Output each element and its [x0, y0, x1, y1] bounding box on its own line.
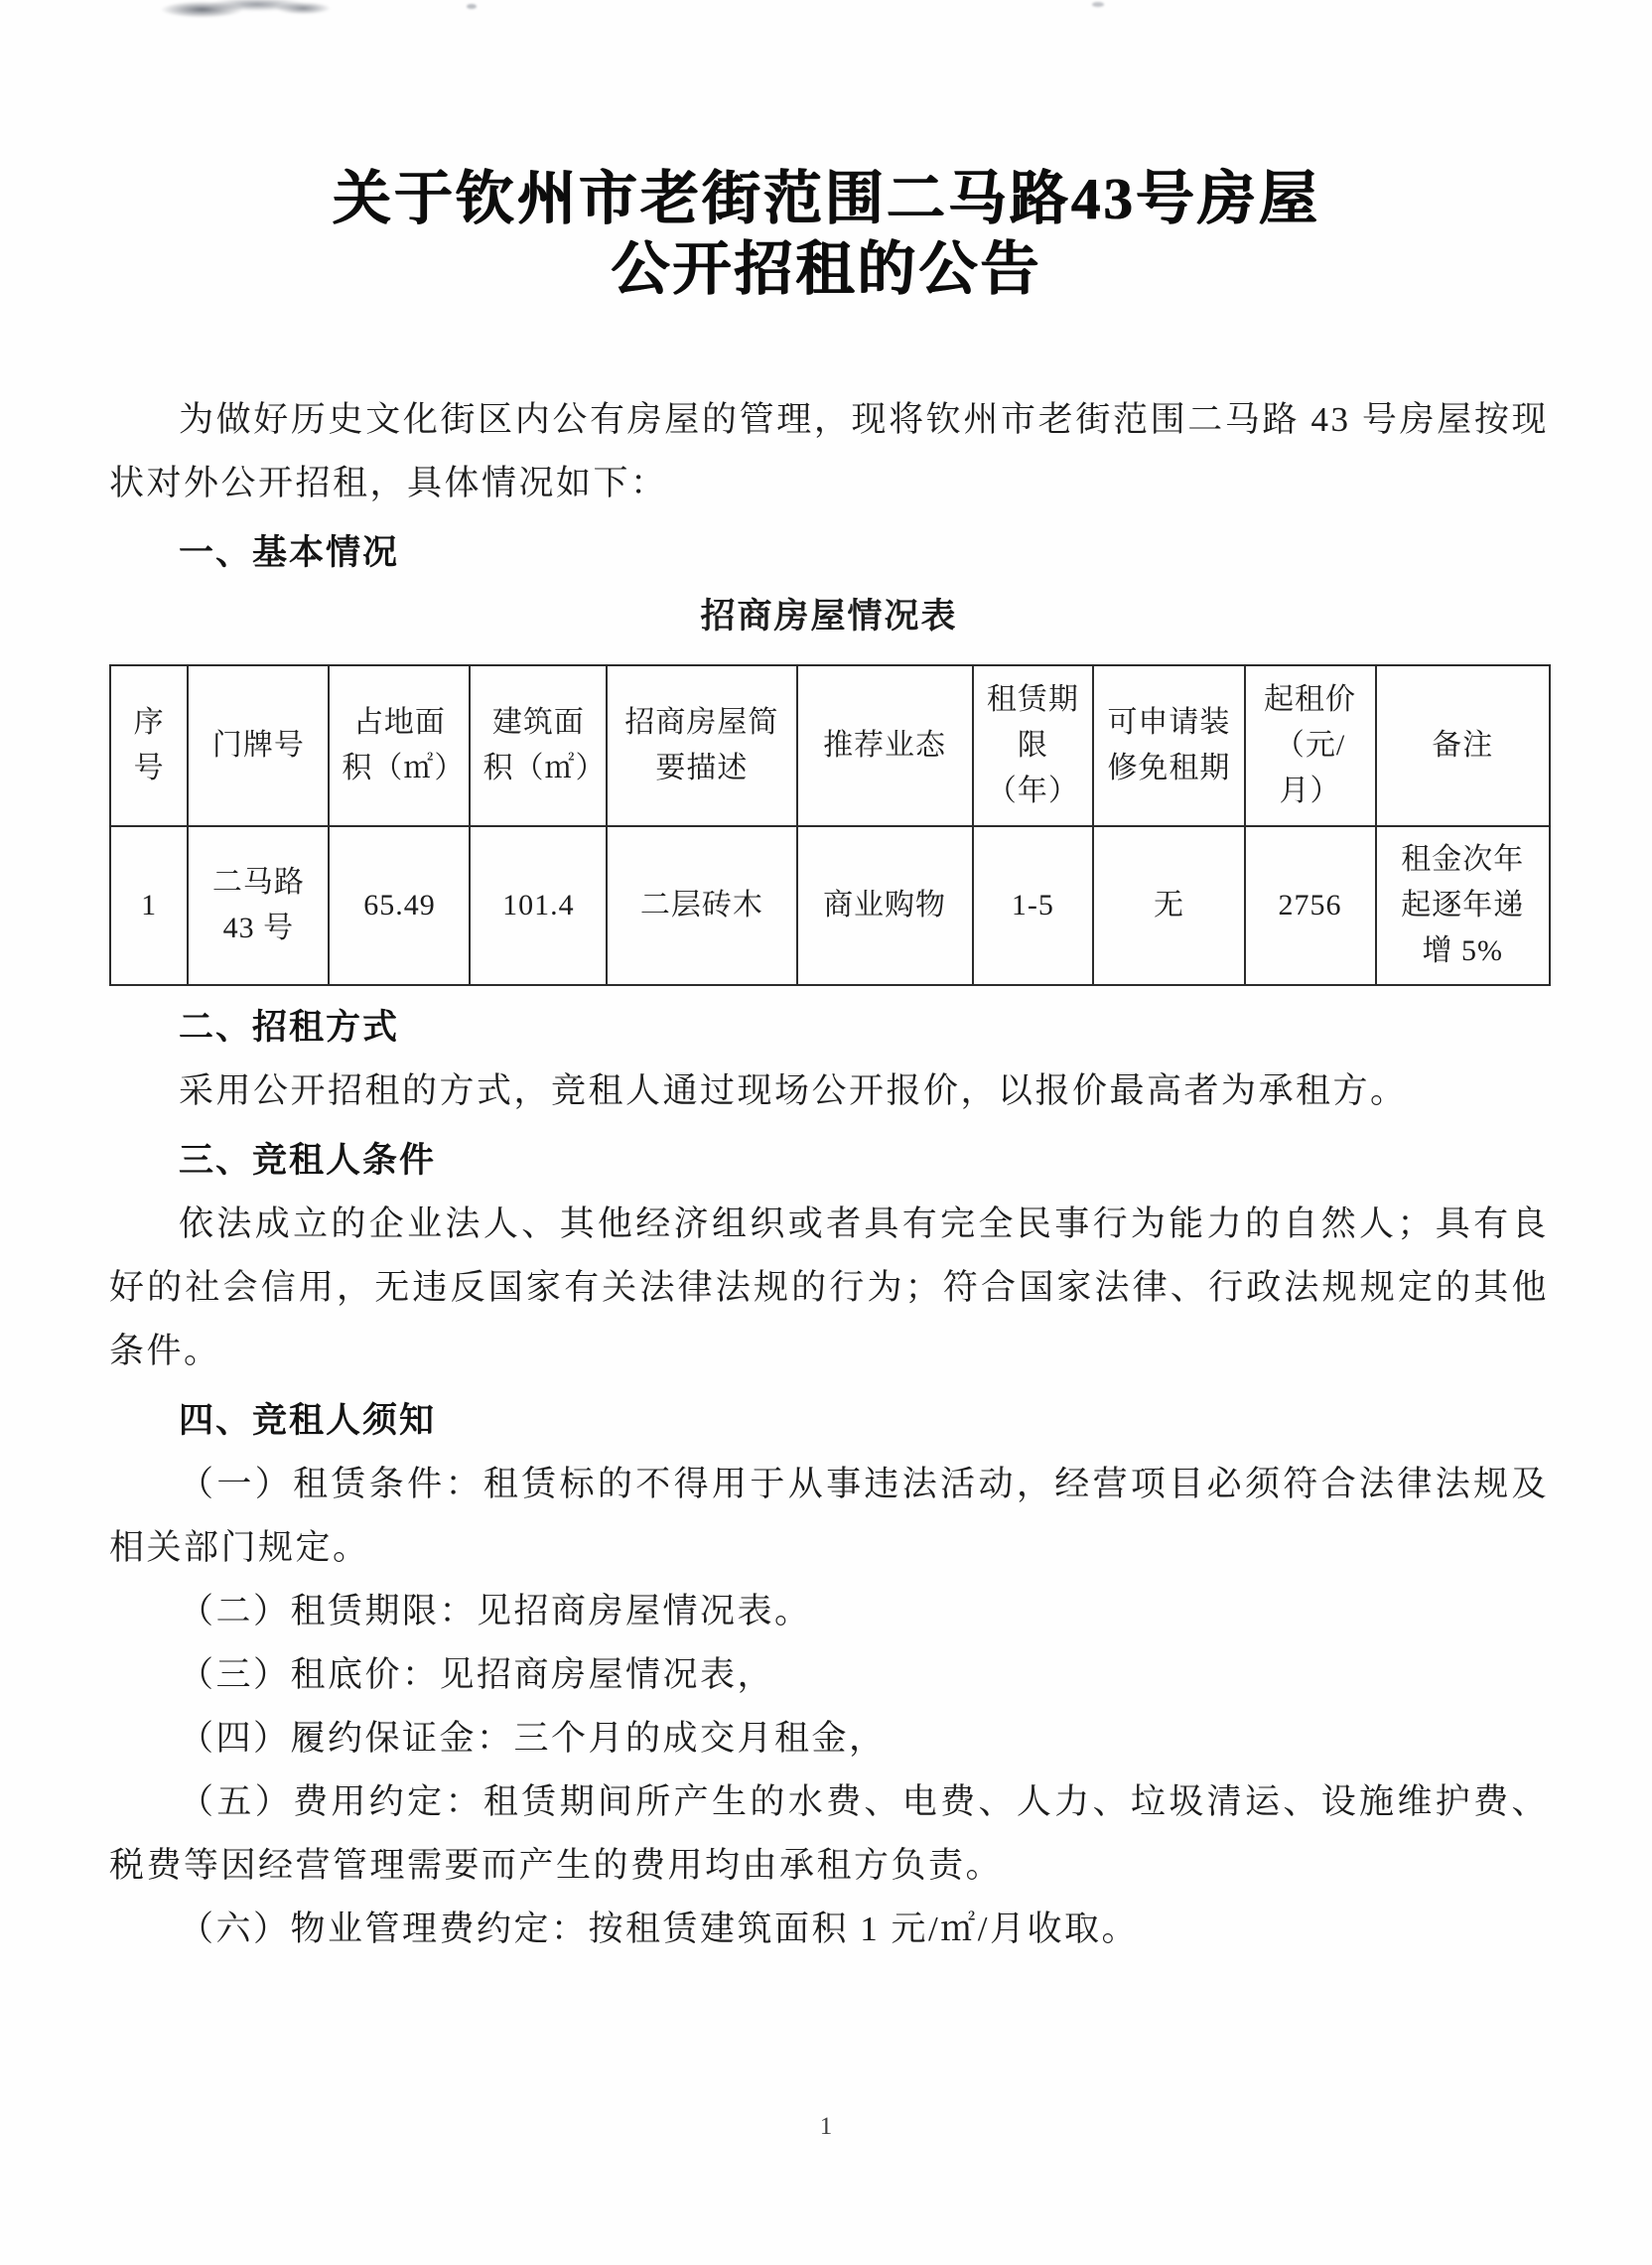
- section-3-heading: 三、竞租人条件: [179, 1140, 437, 1180]
- section-3-paragraph: 依法成立的企业法人、其他经济组织或者具有完全民事行为能力的自然人；具有良好的社会信用，无违反国家有关法律法规的行为；符合国家法律、行政法规规定的其他条件。: [109, 1203, 1549, 1370]
- cell-remarks: 租金次年起逐年递增 5%: [1376, 826, 1551, 985]
- cell-index: 1: [110, 826, 188, 985]
- notice-item-4: （四）履约保证金：三个月的成交月租金，: [179, 1718, 887, 1758]
- notice-item-1: （一）租赁条件：租赁标的不得用于从事违法活动，经营项目必须符合法律法规及相关部门规定。: [109, 1464, 1549, 1567]
- title-line-1: 关于钦州市老街范围二马路43号房屋: [332, 166, 1320, 231]
- property-table: [109, 664, 1551, 986]
- cell-door-number: 二马路 43 号: [188, 826, 329, 985]
- col-header-land-area: 占地面积（㎡）: [329, 665, 470, 826]
- cell-recommended-business: 商业购物: [797, 826, 973, 985]
- notice-item-2: （二）租赁期限：见招商房屋情况表。: [179, 1591, 812, 1630]
- section-4-heading: 四、竞租人须知: [179, 1400, 437, 1440]
- table-row: [110, 826, 1550, 985]
- table-caption: 招商房屋情况表: [700, 596, 958, 636]
- col-header-lease-term: 租赁期限（年）: [973, 665, 1094, 826]
- scan-speck: [467, 4, 477, 9]
- cell-building-area: 101.4: [470, 826, 607, 985]
- document-title: [0, 0, 1652, 305]
- col-header-rent-free-period: 可申请装修免租期: [1093, 665, 1244, 826]
- col-header-door-number: 门牌号: [188, 665, 329, 826]
- cell-land-area: 65.49: [329, 826, 470, 985]
- notice-item-3: （三）租底价：见招商房屋情况表，: [179, 1654, 775, 1694]
- notice-item-6: （六）物业管理费约定：按租赁建筑面积 1 元/㎡/月收取。: [179, 1909, 1139, 1948]
- section-1-heading: 一、基本情况: [179, 532, 400, 572]
- col-header-remarks: 备注: [1376, 665, 1551, 826]
- page-number: 1: [819, 2113, 833, 2140]
- section-2-paragraph: 采用公开招租的方式，竞租人通过现场公开报价，以报价最高者为承租方。: [179, 1070, 1408, 1110]
- document-body: [109, 388, 1549, 1961]
- cell-description: 二层砖木: [607, 826, 796, 985]
- section-2-heading: 二、招租方式: [179, 1007, 400, 1047]
- col-header-index: 序号: [110, 665, 188, 826]
- cell-rent-free-period: 无: [1093, 826, 1244, 985]
- notice-item-5: （五）费用约定：租赁期间所产生的水费、电费、人力、垃圾清运、设施维护费、税费等因经营管理需要而产生的费用均由承租方负责。: [109, 1781, 1549, 1885]
- col-header-starting-rent: 起租价（元/月）: [1245, 665, 1376, 826]
- col-header-building-area: 建筑面积（㎡）: [470, 665, 607, 826]
- title-line-2: 公开招租的公告: [610, 235, 1041, 302]
- col-header-recommended-business: 推荐业态: [797, 665, 973, 826]
- scan-speck: [1092, 2, 1104, 7]
- cell-lease-term: 1-5: [973, 826, 1094, 985]
- col-header-description: 招商房屋简要描述: [607, 665, 796, 826]
- intro-paragraph: 为做好历史文化街区内公有房屋的管理，现将钦州市老街范围二马路 43 号房屋按现状对外公开招租，具体情况如下：: [109, 399, 1549, 502]
- cell-starting-rent: 2756: [1245, 826, 1376, 985]
- table-header-row: [110, 665, 1550, 826]
- scan-smudge: [147, 0, 331, 20]
